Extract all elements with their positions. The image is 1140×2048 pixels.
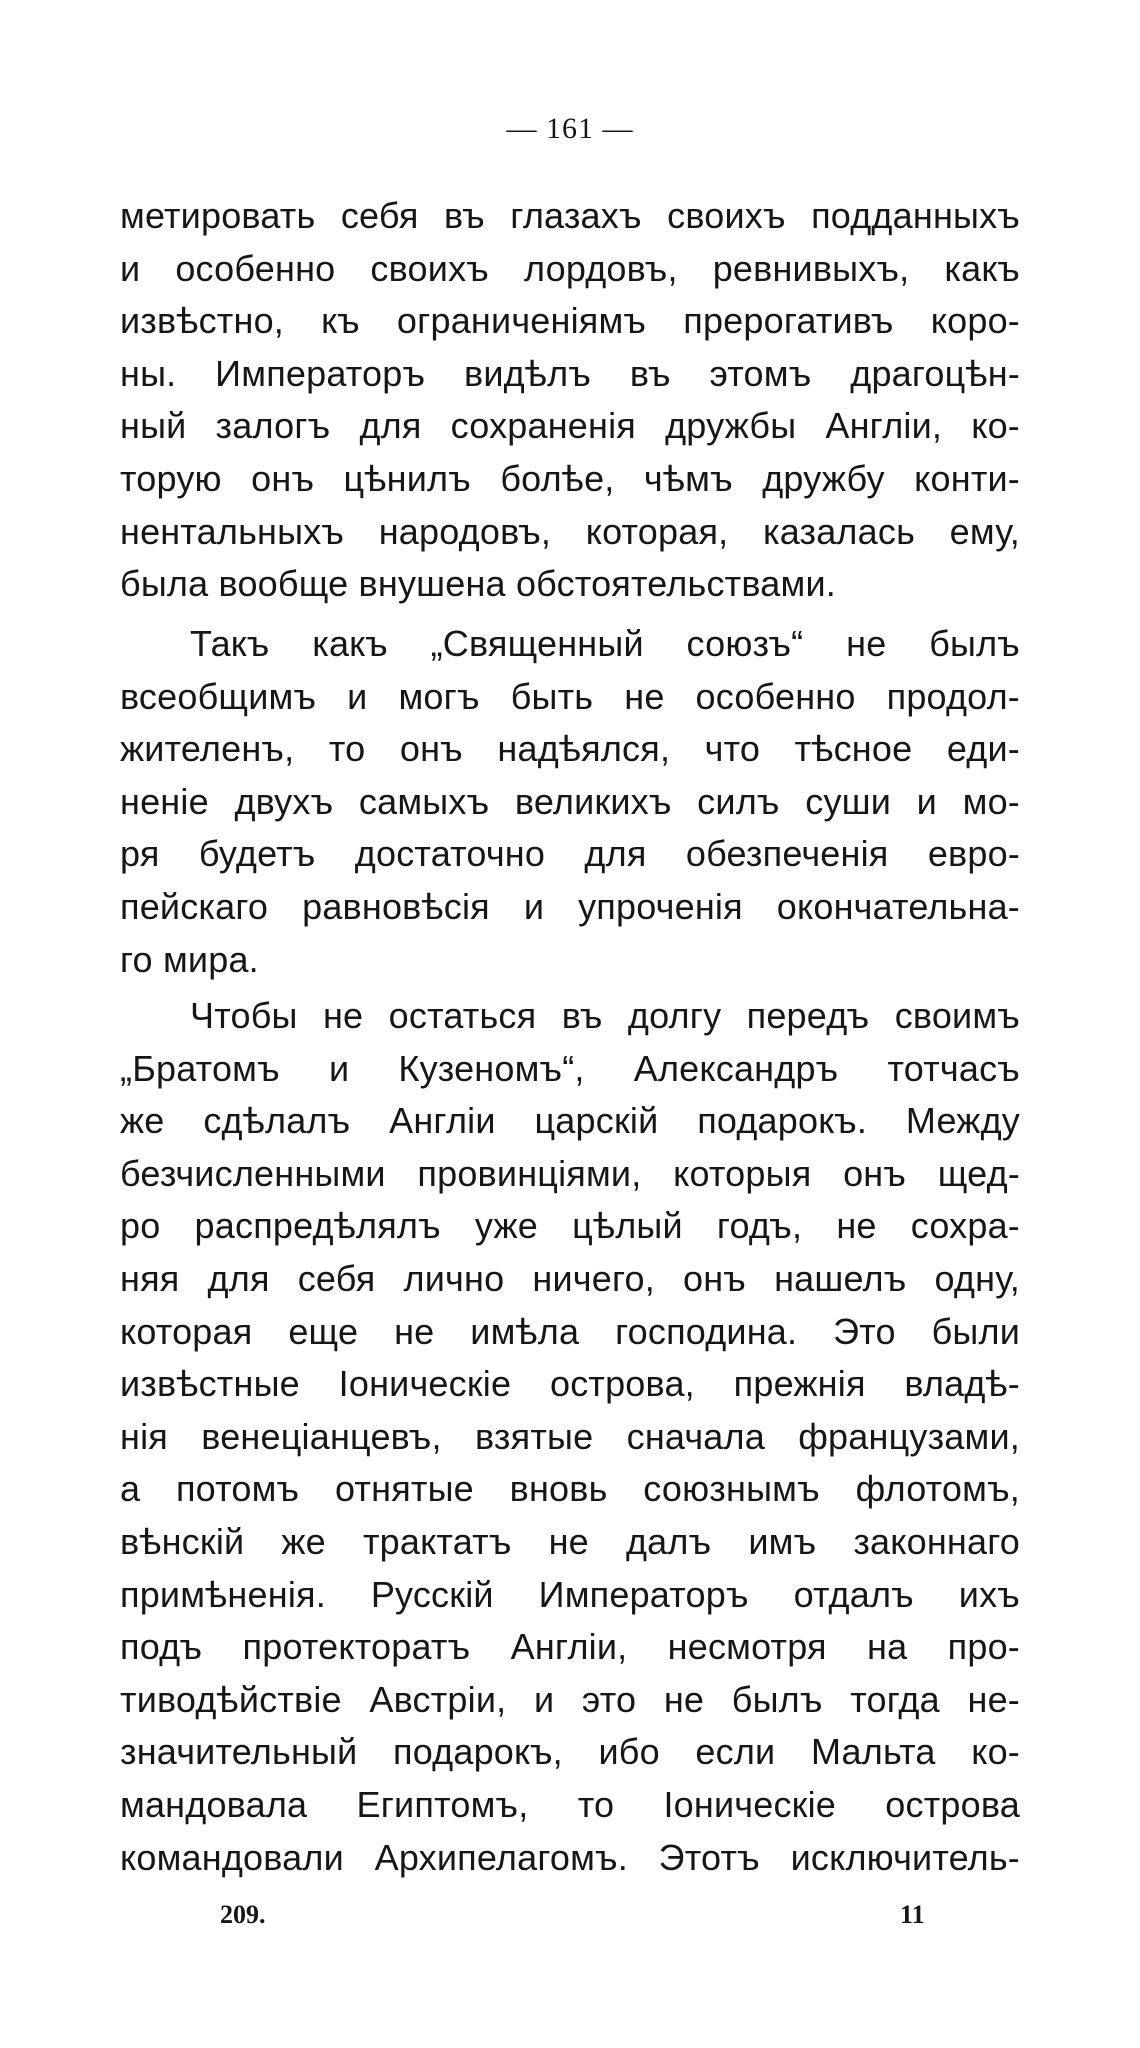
text-line: вѣнскій же трактатъ не далъ имъ законнаго [120, 1520, 1020, 1562]
text-line: подъ протекторатъ Англіи, несмотря на про- [120, 1626, 1020, 1668]
text-line: го мира. [120, 938, 259, 980]
text-line: безчисленными провинціями, которыя онъ щед- [120, 1152, 1020, 1194]
page-number: — 161 — [506, 112, 634, 145]
text-line: извѣстные Іоническіе острова, прежнія владѣ- [120, 1363, 1020, 1405]
text-line: значительный подарокъ, ибо если Мальта ко- [120, 1731, 1020, 1773]
text-line: ро распредѣлялъ уже цѣлый годъ, не сохра- [120, 1205, 1020, 1247]
text-line: всеобщимъ и могъ быть не особенно продол- [120, 675, 1020, 717]
text-line: примѣненія. Русскій Императоръ отдалъ ихъ [120, 1573, 1020, 1615]
text-line: ны. Императоръ видѣлъ въ этомъ драгоцѣн- [120, 352, 1020, 394]
text-line: мандовала Египтомъ, то Іоническіе острова [120, 1783, 1020, 1825]
text-line: метировать себя въ глазахъ своихъ подданныхъ [120, 195, 1020, 236]
text-line: а потомъ отнятые вновь союзнымъ флотомъ, [120, 1468, 1020, 1510]
text-line: „Братомъ и Кузеномъ“, Александръ тотчасъ [120, 1047, 1020, 1089]
text-line: извѣстно, къ ограниченіямъ прерогативъ коро- [120, 300, 1020, 342]
text-line: была вообще внушена обстоятельствами. [120, 563, 836, 605]
text-line: командовали Архипелагомъ. Этотъ исключитель- [120, 1836, 1020, 1878]
text-line: и особенно своихъ лордовъ, ревнивыхъ, какъ [120, 247, 1020, 289]
paragraph-2 [120, 618, 1020, 986]
text-line: пейскаго равновѣсія и упроченія окончательна- [120, 885, 1020, 927]
signature-mark: 209. [220, 1900, 266, 1929]
text-line: ря будетъ достаточно для обезпеченія евро- [120, 833, 1020, 875]
text-line: которая еще не имѣла господина. Это были [120, 1310, 1020, 1352]
text-line: неніе двухъ самыхъ великихъ силъ суши и мо- [120, 780, 1020, 822]
text-line: торую онъ цѣнилъ болѣе, чѣмъ дружбу конти- [120, 457, 1020, 499]
paragraph-3 [120, 990, 1020, 1884]
text-line: нентальныхъ народовъ, которая, казалась ему, [120, 510, 1020, 552]
text-line: Чтобы не остаться въ долгу передъ своимъ [190, 995, 1020, 1036]
text-line: ный залогъ для сохраненія дружбы Англіи, ко- [120, 405, 1020, 447]
sheet-number: 11 [900, 1900, 925, 1929]
text-line: нія венеціанцевъ, взятые сначала французами, [120, 1415, 1020, 1457]
text-line: же сдѣлалъ Англіи царскій подарокъ. Между [120, 1100, 1020, 1142]
text-line: тиводѣйствіе Австріи, и это не былъ тогда не- [120, 1678, 1020, 1720]
paragraph-1 [120, 190, 1020, 611]
text-line: няя для себя лично ничего, онъ нашелъ одну, [120, 1257, 1020, 1299]
text-line: жителенъ, то онъ надѣялся, что тѣсное еди- [120, 728, 1020, 770]
text-line: Такъ какъ „Священный союзъ“ не былъ [190, 623, 1020, 664]
